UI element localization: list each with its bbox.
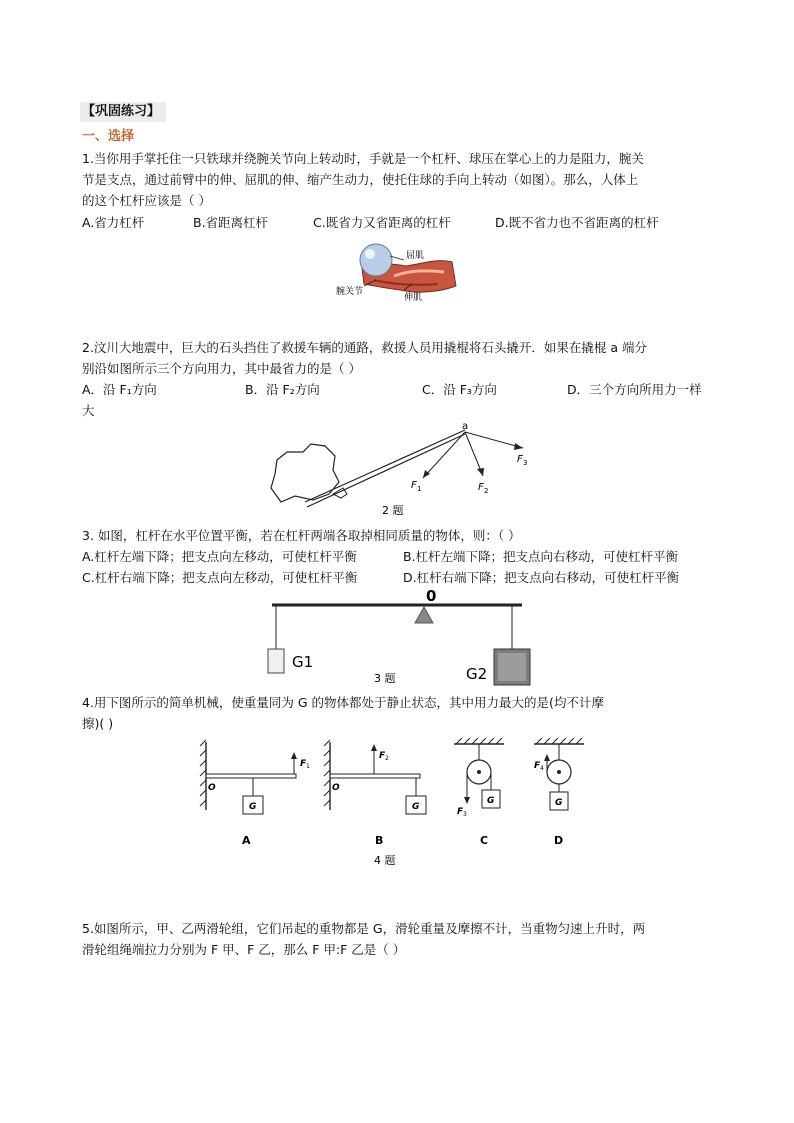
q4-line-1: 4.用下图所示的简单机械，使重量同为 G 的物体都处于静止状态，其中用力最大的是(均不计摩 xyxy=(82,695,604,710)
q2-option-d-wrap: 大 xyxy=(82,403,95,418)
q3-caption: 3 题 xyxy=(374,672,396,685)
d-force-label: F xyxy=(534,761,541,771)
a-pivot-label: O xyxy=(208,783,216,793)
machine-a xyxy=(200,740,310,847)
end-a-label: a xyxy=(462,422,469,432)
a-weight-label: G xyxy=(249,802,257,812)
b-pivot-label: O xyxy=(332,783,340,793)
a-force-label: F xyxy=(300,759,307,769)
q2-option-d: D．三个方向所用力一样 xyxy=(567,382,702,397)
c-force-label: F xyxy=(457,807,464,817)
q4-line-2: 擦)( ) xyxy=(82,716,114,731)
wrist-label: 腕关节 xyxy=(336,287,364,297)
f2-label: F xyxy=(478,482,484,493)
b-force-label: F xyxy=(379,751,386,761)
simple-machines-figure xyxy=(198,736,590,870)
f3-label: F xyxy=(517,454,523,465)
b-weight-label: G xyxy=(412,802,420,812)
d-weight-label: G xyxy=(555,798,563,808)
q2-line-2: 别沿如图所示三个方向用力，其中最省力的是（ ） xyxy=(82,361,361,376)
d-label: D xyxy=(554,834,564,847)
c-weight-label: G xyxy=(487,796,495,806)
g1-label: G1 xyxy=(292,653,314,671)
q1-option-b: B.省距离杠杆 xyxy=(193,215,269,230)
flexor-label: 屈肌 xyxy=(406,251,425,261)
q1-option-a: A.省力杠杆 xyxy=(82,215,145,230)
q2-option-c: C．沿 F₃方向 xyxy=(422,382,497,397)
q3-option-a: A.杠杆左端下降；把支点向左移动，可使杠杆平衡 xyxy=(82,549,357,564)
section-heading: 一、选择 xyxy=(82,129,135,144)
c-label: C xyxy=(480,834,489,847)
q1-line-2: 节是支点，通过前臂中的伸、屈肌的伸、缩产生动力，使托住球的手向上转动（如图）。那么，人体上 xyxy=(82,172,639,187)
q2-option-a: A．沿 F₁方向 xyxy=(82,382,157,397)
q3-line: 3. 如图，杠杆在水平位置平衡，若在杠杆两端各取掉相同质量的物体，则：（ ） xyxy=(82,528,521,543)
b-force-subscript: 2 xyxy=(385,755,389,762)
d-force-subscript: 4 xyxy=(540,765,544,772)
pivot-label: 0 xyxy=(426,587,437,605)
c-force-subscript: 3 xyxy=(463,811,467,818)
f1-label: F xyxy=(411,480,417,491)
a-label: A xyxy=(242,834,251,847)
f3-subscript: 3 xyxy=(523,459,528,467)
a-force-subscript: 1 xyxy=(306,763,310,770)
crowbar-figure xyxy=(265,422,537,522)
q3-option-c: C.杠杆右端下降；把支点向左移动，可使杠杆平衡 xyxy=(82,570,358,585)
q1-option-d: D.既不省力也不省距离的杠杆 xyxy=(495,215,659,230)
extensor-label: 伸肌 xyxy=(404,293,423,302)
q4-caption: 4 题 xyxy=(374,854,396,867)
f1-subscript: 1 xyxy=(417,485,422,493)
q2-line-1: 2.汶川大地震中，巨大的石头挡住了救援车辆的通路，救援人员用撬棍将石头撬开．如果在撬棍 a 端分 xyxy=(82,340,648,355)
f2-subscript: 2 xyxy=(484,487,489,495)
q3-option-b: B.杠杆左端下降；把支点向右移动，可使杠杆平衡 xyxy=(403,549,679,564)
q2-caption: 2 题 xyxy=(382,504,404,517)
section-tag: 【巩固练习】 xyxy=(80,102,166,122)
q5-line-1: 5.如图所示，甲、乙两滑轮组，它们吊起的重物都是 G，滑轮重量及摩擦不计，当重物匀速上升时，两 xyxy=(82,921,646,936)
arm-figure xyxy=(334,240,464,302)
q1-line-1: 1.当你用手掌托住一只铁球并绕腕关节向上转动时，手就是一个杠杆、球压在掌心上的力是阻力，腕关 xyxy=(82,151,644,166)
machine-b xyxy=(324,740,426,847)
lever-balance-figure xyxy=(262,587,532,687)
g2-label: G2 xyxy=(466,665,488,683)
b-label: B xyxy=(375,834,384,847)
q5-line-2: 滑轮组绳端拉力分别为 F 甲、F 乙，那么 F 甲:F 乙是（ ） xyxy=(82,942,406,957)
machine-c xyxy=(454,738,504,847)
machine-d xyxy=(534,738,584,847)
q2-option-b: B．沿 F₂方向 xyxy=(245,382,320,397)
q1-line-3: 的这个杠杆应该是（ ） xyxy=(82,193,211,208)
q1-option-c: C.既省力又省距离的杠杆 xyxy=(313,215,451,230)
q3-option-d: D.杠杆右端下降；把支点向右移动，可使杠杆平衡 xyxy=(403,570,680,585)
